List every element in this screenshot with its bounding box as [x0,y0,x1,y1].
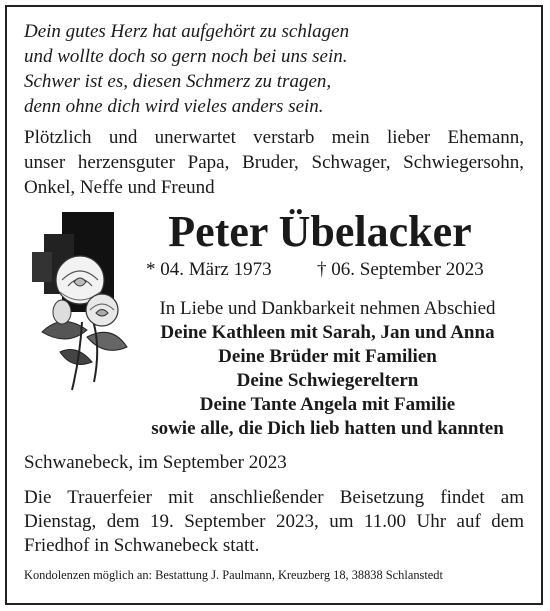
poem-line: Dein gutes Herz hat aufgehört zu schlagen [24,21,350,42]
death-announcement-intro [24,125,524,200]
life-dates [146,257,526,283]
mourners-block [140,297,515,441]
intro-line: Plötzlich und unerwartet verstarb mein lieber Ehemann, [24,127,524,148]
mourner-line: sowie alle, die Dich lieb hatten und kannten [151,418,504,439]
rose-icon [32,212,132,392]
mourner-line: Deine Kathleen mit Sarah, Jan und Anna [160,322,495,343]
poem-line: und wollte doch so gern noch bei uns sein. [24,46,348,67]
poem-line: denn ohne dich wird vieles anders sein. [24,96,324,117]
poem [24,19,524,119]
mourner-line: Deine Tante Angela mit Familie [199,394,456,415]
place-date: Schwanebeck, im September 2023 [24,452,287,473]
death-date: † 06. September 2023 [317,259,484,280]
service-line: Friedhof in Schwanebeck statt. [24,535,260,556]
farewell-intro: In Liebe und Dankbarkeit nehmen Abschied [159,298,496,319]
funeral-service-info [24,486,524,558]
condolence-note: Kondolenzen möglich an: Bestattung J. Paulmann, Kreuzberg 18, 38838 Schlanstedt [24,568,443,582]
birth-date: * 04. März 1973 [146,259,272,280]
poem-line: Schwer ist es, diesen Schmerz zu tragen, [24,71,332,92]
mourner-line: Deine Schwiegereltern [236,370,419,391]
service-line: Dienstag, dem 19. September 2023, um 11.00 Uhr auf dem [24,511,524,532]
service-line: Die Trauerfeier mit anschließender Beisetzung findet am [24,487,524,508]
deceased-name: Peter Übelacker [168,207,472,256]
mourner-line: Deine Brüder mit Familien [218,346,437,367]
intro-line: Onkel, Neffe und Freund [24,177,215,198]
intro-line: unser herzensguter Papa, Bruder, Schwager, Schwiegersohn, [24,152,524,173]
